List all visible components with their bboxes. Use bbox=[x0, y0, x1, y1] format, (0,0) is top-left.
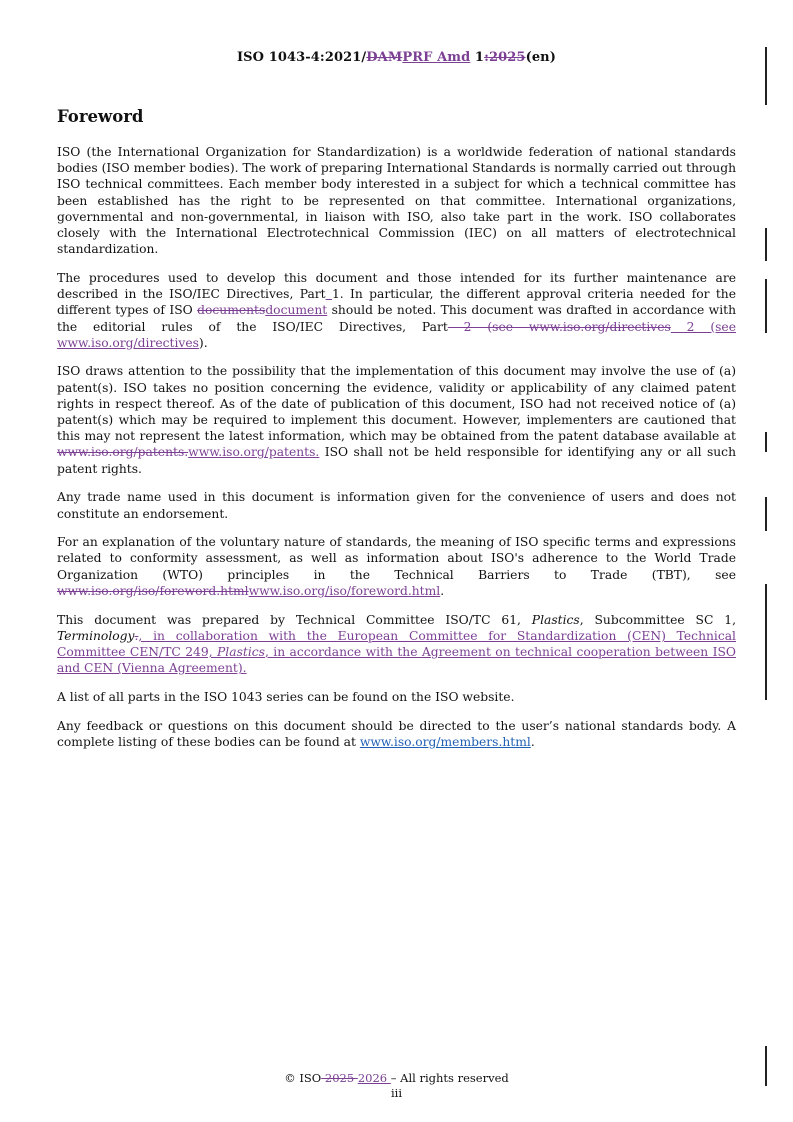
change-bar bbox=[765, 432, 767, 452]
page-footer bbox=[0, 1071, 793, 1101]
text-run: . bbox=[530, 734, 535, 749]
rights-text: – All rights reserved bbox=[390, 1071, 509, 1085]
change-bar bbox=[765, 228, 767, 261]
change-bar bbox=[765, 584, 767, 700]
header-suffix: (en) bbox=[525, 50, 556, 65]
header-number: 1 bbox=[470, 50, 485, 65]
foreword-body bbox=[57, 144, 736, 750]
paragraph-feedback bbox=[57, 718, 736, 750]
paragraph-prepared-by bbox=[57, 612, 736, 677]
page-title: Foreword bbox=[57, 107, 144, 126]
inserted-directives-text: 2 (see www.iso.org/directives bbox=[57, 319, 736, 350]
text-run: This document was prepared by Technical Committee ISO/TC 61, bbox=[57, 612, 532, 627]
deleted-patents-link[interactable]: www.iso.org/patents. bbox=[57, 445, 189, 460]
copyright-text: © ISO bbox=[284, 1071, 322, 1085]
header-deleted-dam: DAM bbox=[366, 50, 403, 65]
italic-text: Terminology bbox=[57, 628, 135, 643]
text-run: ). bbox=[198, 335, 208, 350]
inserted-italic-text: Plastics bbox=[217, 644, 265, 659]
deleted-year: 2025 bbox=[321, 1071, 358, 1085]
paragraph-trade-name: Any trade name used in this document is information given for the convenience of users and does not constitute an endorsement. bbox=[57, 490, 736, 521]
text-run: . bbox=[440, 583, 445, 598]
page-number: iii bbox=[390, 1086, 403, 1100]
inserted-year: 2026 bbox=[357, 1071, 391, 1085]
paragraph-iso-intro: ISO (the International Organization for Standardization) is a worldwide federation of national standards bodies (ISO member bodies). The work of preparing International Standards is normally carried out through ISO technical committees. Each member body interested in a subject for which a technical committee has been established has the right to be represented on that committee. International organizations, governmental and non-governmental, in liaison with ISO, also take part in the work. ISO collaborates closely with the International Electrotechnical Commission (IEC) on all matters of electrotechnical standardization. bbox=[57, 145, 736, 257]
text-run: For an explanation of the voluntary nature of standards, the meaning of ISO specific terms and expressions related to conformity assessment, as well as information about ISO's adherence to the World Trade Organization (WTO) principles in the Technical Barriers to Trade (TBT), see bbox=[57, 535, 736, 582]
text-run: Any feedback or questions on this document should be directed to the user’s national standards body. A complete listing of these bodies can be found at bbox=[57, 718, 736, 749]
text-run: ISO shall not be held responsible for identifying any or all such patent rights. bbox=[57, 445, 736, 476]
paragraph-procedures bbox=[57, 270, 736, 351]
header-prefix: ISO 1043-4:2021/ bbox=[236, 50, 367, 65]
change-bar bbox=[765, 47, 767, 105]
inserted-text: document bbox=[265, 303, 328, 318]
deleted-text: . bbox=[134, 628, 139, 643]
text-run: , Subcommittee SC 1, bbox=[579, 612, 736, 627]
inserted-text: , in accordance with the Agreement on technical cooperation between ISO and CEN (Vienna Agreement). bbox=[57, 644, 736, 676]
text-run: ISO draws attention to the possibility that the implementation of this document may involve the use of (a) patent(s). ISO takes no position concerning the evidence, validity or applicability of any claimed patent rights in respect thereof. As of the date of publication of this document, ISO had not received notice of (a) patent(s) which may be required to implement this document. However, implementers are cautioned that this may not represent the latest information, which may be obtained from the patent database available at bbox=[57, 364, 736, 444]
inserted-text: , in collaboration with the European Committee for Standardization (CEN) Technical Committee CEN/TC 249, bbox=[57, 628, 736, 659]
text-run: 1. In particular, the different approval criteria needed for the different types of ISO bbox=[57, 287, 736, 318]
header-deleted-year: :2025 bbox=[484, 50, 526, 65]
paragraph-voluntary-nature bbox=[57, 534, 736, 599]
italic-text: Plastics bbox=[531, 612, 580, 627]
deleted-text: 2 (see bbox=[447, 319, 529, 334]
header-inserted-prf: PRF Amd bbox=[402, 50, 471, 65]
deleted-foreword-link[interactable]: www.iso.org/iso/foreword.html bbox=[57, 583, 249, 598]
document-header bbox=[0, 50, 793, 65]
change-bar bbox=[765, 279, 767, 333]
paragraph-series-list: A list of all parts in the ISO 1043 series can be found on the ISO website. bbox=[57, 689, 515, 704]
inserted-patents-link[interactable]: www.iso.org/patents. bbox=[188, 445, 320, 460]
change-bar bbox=[765, 497, 767, 531]
members-link[interactable]: www.iso.org/members.html bbox=[359, 734, 531, 749]
copyright-line bbox=[0, 1071, 793, 1086]
paragraph-patents bbox=[57, 363, 736, 476]
inserted-foreword-link[interactable]: www.iso.org/iso/foreword.html bbox=[248, 583, 441, 598]
deleted-directives-link[interactable]: www.iso.org/directives bbox=[528, 319, 671, 334]
deleted-text: documents bbox=[197, 303, 266, 318]
text-run: The procedures used to develop this document and those intended for its further maintenance are described in the ISO/IEC Directives, Part bbox=[57, 270, 736, 302]
text-run: should be noted. This document was drafted in accordance with the editorial rules of the ISO/IEC Directives, Part bbox=[57, 303, 737, 334]
